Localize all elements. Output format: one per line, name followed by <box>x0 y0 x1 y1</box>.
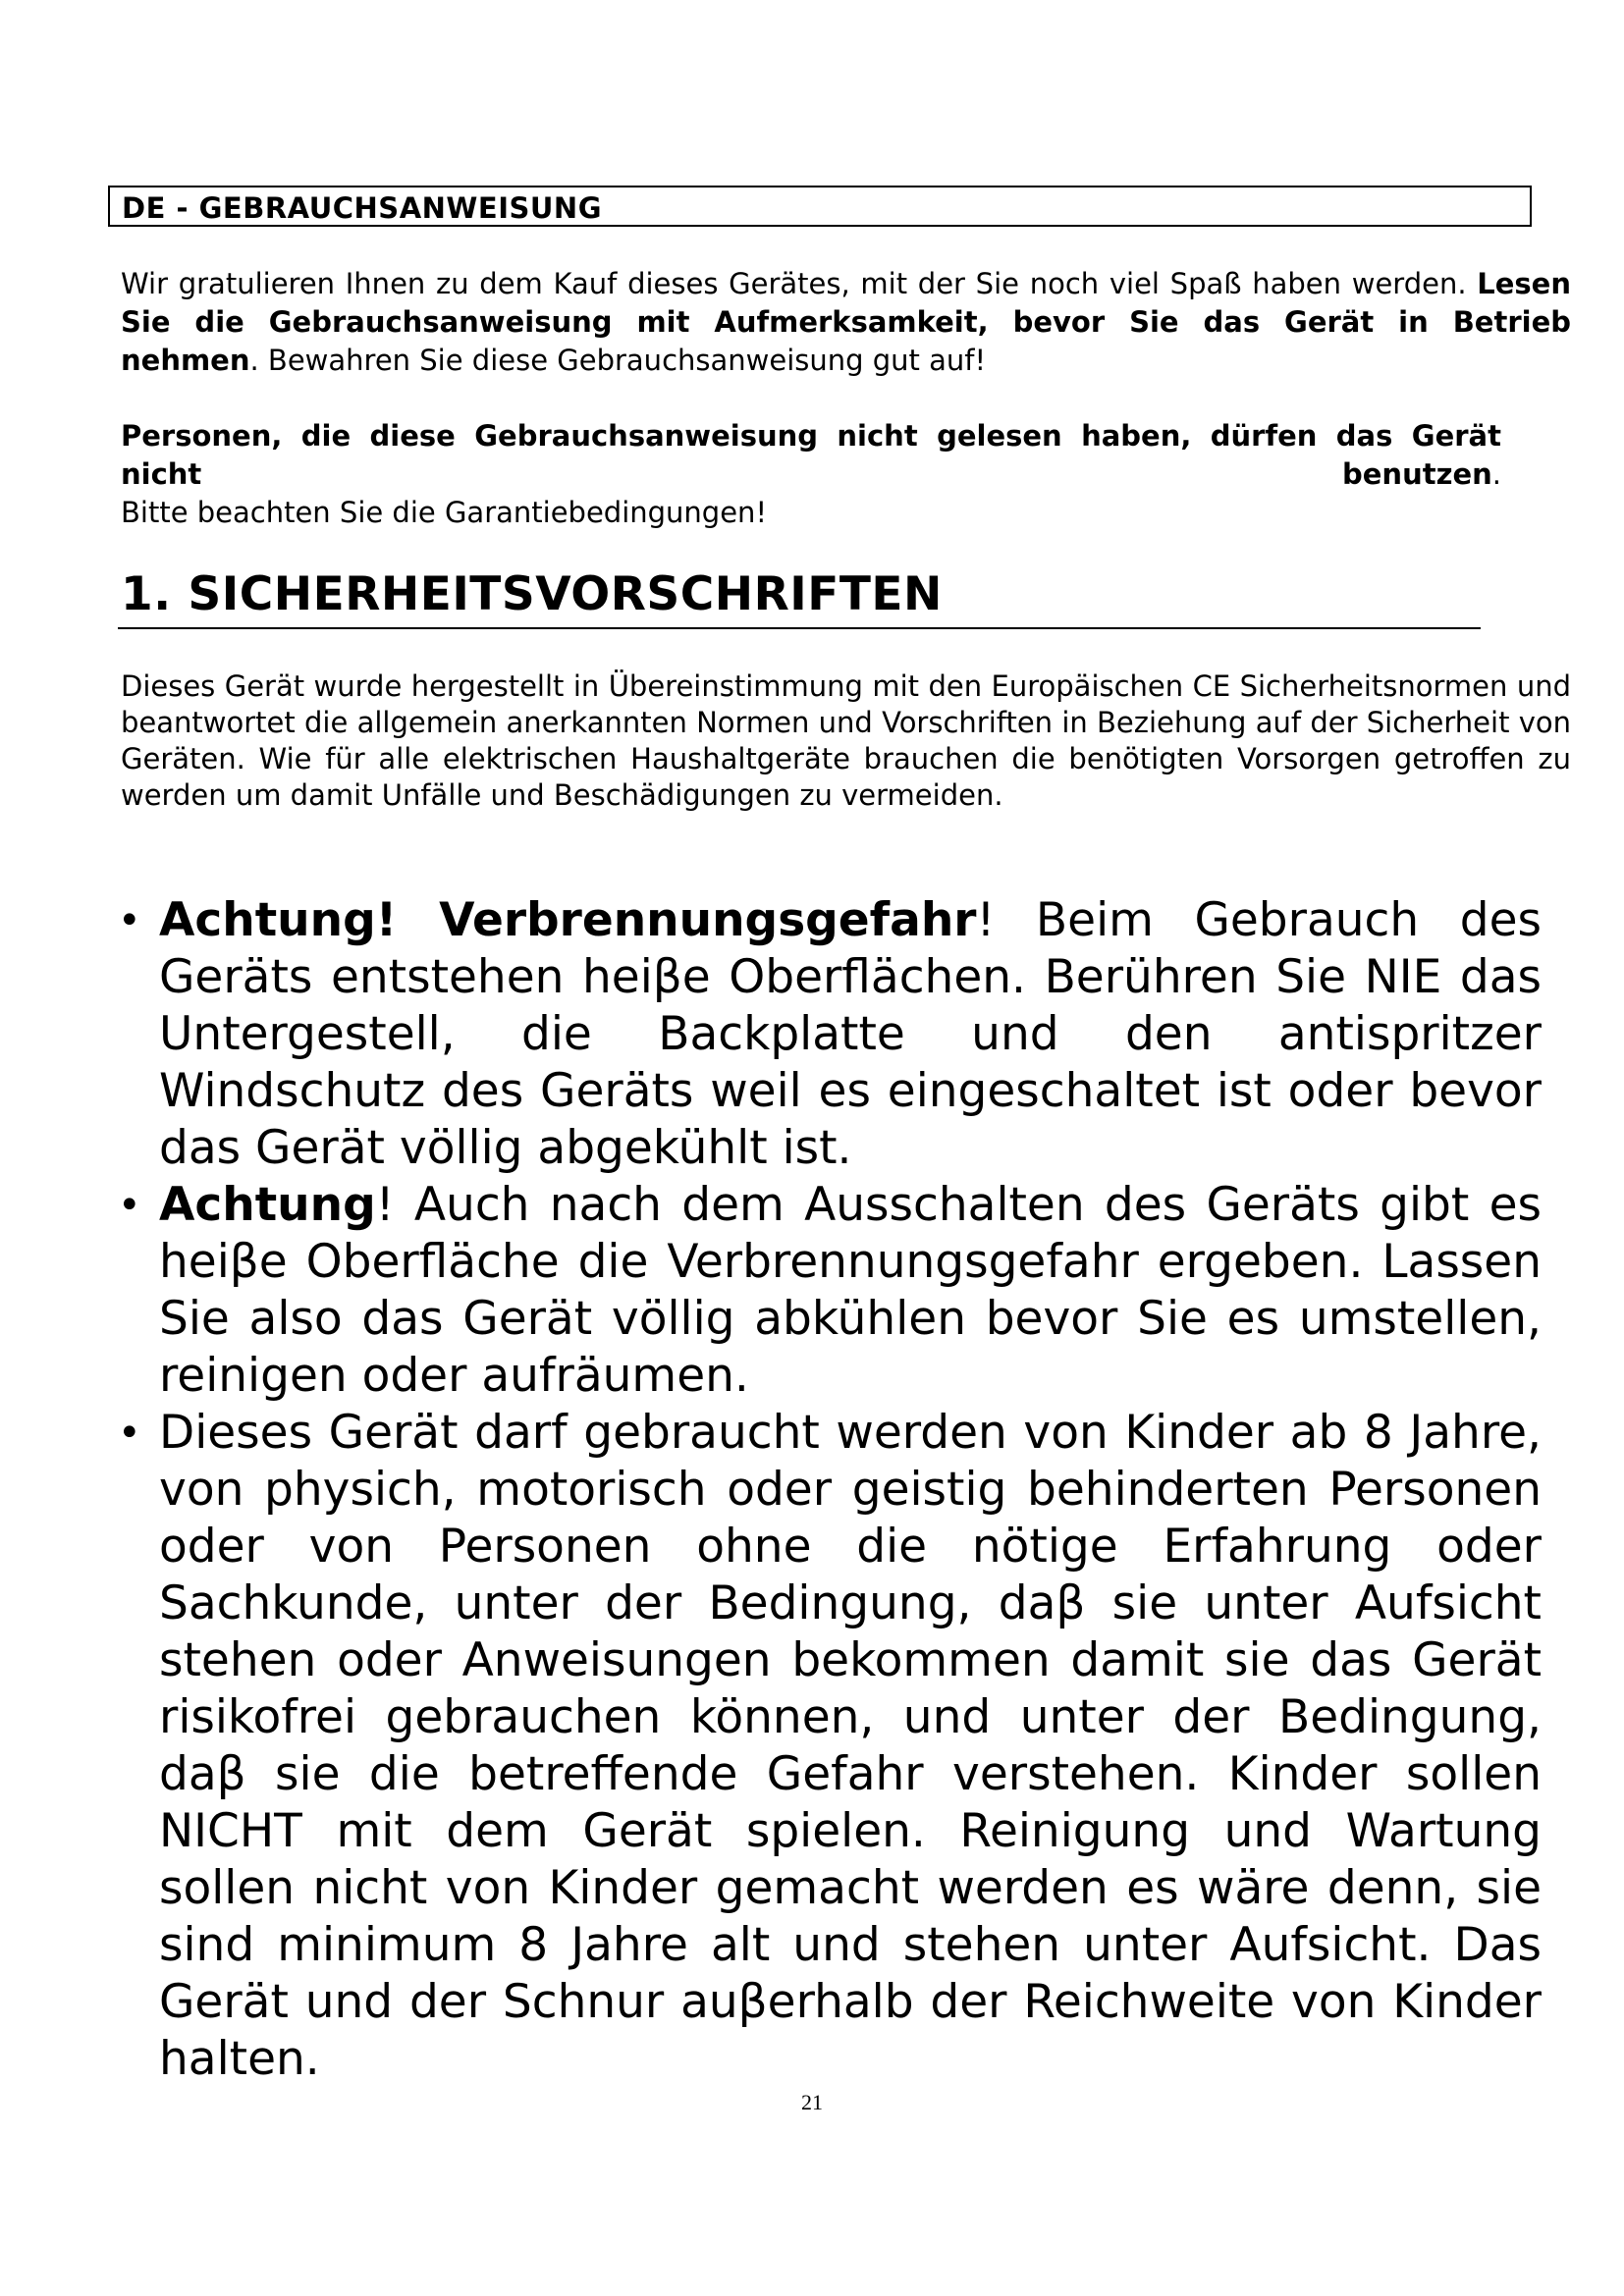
document-title: DE - GEBRAUCHSANWEISUNG <box>122 191 603 225</box>
intro-paragraph <box>121 265 1571 380</box>
bullet-marker: • <box>118 898 141 943</box>
warning-bold: Personen, die diese Gebrauchsanweisung nicht gelesen haben, dürfen das Gerät nicht benutzen <box>121 419 1501 491</box>
section-heading: 1. SICHERHEITSVORSCHRIFTEN <box>121 567 943 621</box>
intro-section <box>121 265 1571 532</box>
bullet-bold: Achtung! Verbrennungsgefahr <box>159 893 977 947</box>
document-title-box <box>108 186 1532 227</box>
list-item <box>118 1405 1542 2088</box>
warning-text <box>121 417 1501 494</box>
bullet-marker: • <box>118 1411 141 1456</box>
bullet-text: ! Beim Gebrauch des Geräts entstehen heiβe Oberflächen. Berühren Sie NIE das Untergestell, die Backplatte und den antispritzer Windschutz des Geräts weil es eingeschaltet ist oder bevor das Gerät völlig abgekühlt ist. <box>159 893 1542 1175</box>
list-item <box>118 1177 1542 1405</box>
bullet-marker: • <box>118 1183 141 1228</box>
list-item <box>118 892 1542 1177</box>
intro-tail: . Bewahren Sie diese Gebrauchsanweisung gut auf! <box>249 344 987 377</box>
heading-divider <box>118 627 1481 629</box>
bullet-bold: Achtung <box>159 1178 376 1232</box>
intro-text: Wir gratulieren Ihnen zu dem Kauf dieses Gerätes, mit der Sie noch viel Spaß haben werden. <box>121 267 1478 300</box>
bullet-text: ! Auch nach dem Ausschalten des Geräts gibt es heiβe Oberfläche die Verbrennungsgefahr ergeben. Lassen Sie also das Gerät völlig abkühlen bevor Sie es umstellen, reinigen oder aufräumen. <box>159 1178 1542 1403</box>
warning-paragraph <box>121 417 1571 532</box>
safety-bullet-list <box>118 892 1542 2088</box>
bullet-text: Dieses Gerät darf gebraucht werden von Kinder ab 8 Jahre, von physich, motorisch oder geistig behinderten Personen oder von Personen ohne die nötige Erfahrung oder Sachkunde, unter der Bedingung, daβ sie unter Aufsicht stehen oder Anweisungen bekommen damit sie das Gerät risikofrei gebrauchen können, und unter der Bedingung, daβ sie die betreffende Gefahr verstehen. Kinder sollen NICHT mit dem Gerät spielen. Reinigung und Wartung sollen nicht von Kinder gemacht werden es wäre denn, sie sind minimum 8 Jahre alt und stehen unter Aufsicht. Das Gerät und der Schnur auβerhalb der Reichweite von Kinder halten. <box>159 1406 1542 2086</box>
intro-bold-instruction: Lesen Sie die Gebrauchsanweisung mit Aufmerksamkeit, bevor Sie das Gerät in Betrieb nehmen <box>121 267 1571 377</box>
warning-tail: . <box>1491 457 1501 491</box>
page-number: 21 <box>801 2090 823 2114</box>
warranty-note: Bitte beachten Sie die Garantiebedingungen! <box>121 496 768 529</box>
safety-paragraph: Dieses Gerät wurde hergestellt in Übereinstimmung mit den Europäischen CE Sicherheitsnormen und beantwortet die allgemein anerkannten Normen und Vorschriften in Beziehung auf der Sicherheit von Geräten. Wie für alle elektrischen Haushaltgeräte brauchen die benötigten Vorsorgen getroffen zu werden um damit Unfälle und Beschädigungen zu vermeiden. <box>121 669 1571 812</box>
